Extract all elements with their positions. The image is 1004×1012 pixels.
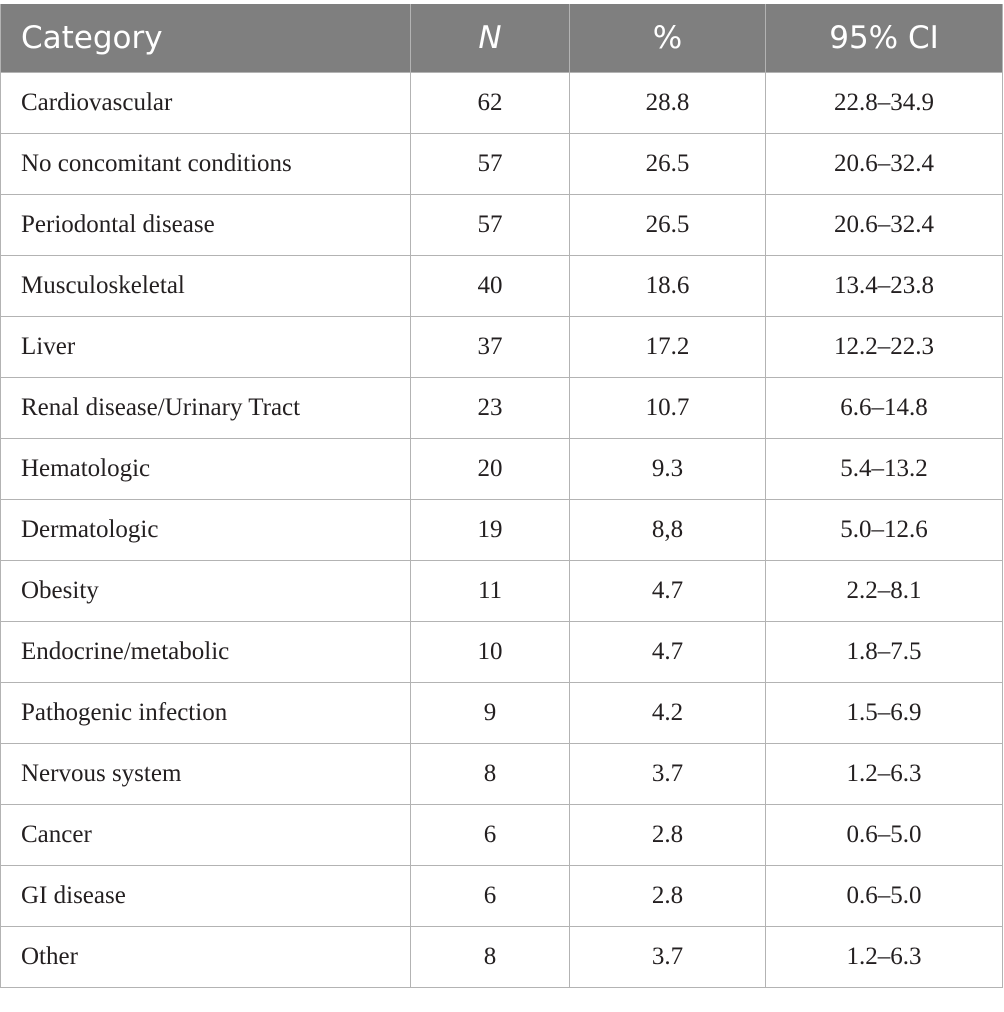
cell-percent: 3.7 <box>570 744 766 805</box>
cell-ci: 20.6–32.4 <box>766 195 1003 256</box>
cell-ci: 1.8–7.5 <box>766 622 1003 683</box>
cell-ci: 0.6–5.0 <box>766 805 1003 866</box>
cell-ci: 1.5–6.9 <box>766 683 1003 744</box>
table-header <box>1 4 1003 73</box>
cell-category: Dermatologic <box>1 500 411 561</box>
table-row <box>1 744 1003 805</box>
cell-percent: 4.7 <box>570 622 766 683</box>
cell-percent: 2.8 <box>570 805 766 866</box>
table-row <box>1 256 1003 317</box>
cell-ci: 5.0–12.6 <box>766 500 1003 561</box>
cell-n: 10 <box>411 622 570 683</box>
cell-ci: 12.2–22.3 <box>766 317 1003 378</box>
header-ci: 95% CI <box>766 4 1003 73</box>
cell-ci: 2.2–8.1 <box>766 561 1003 622</box>
cell-category: Renal disease/Urinary Tract <box>1 378 411 439</box>
cell-percent: 9.3 <box>570 439 766 500</box>
table-row <box>1 561 1003 622</box>
cell-ci: 6.6–14.8 <box>766 378 1003 439</box>
cell-category: Nervous system <box>1 744 411 805</box>
cell-n: 8 <box>411 744 570 805</box>
cell-ci: 13.4–23.8 <box>766 256 1003 317</box>
cell-ci: 0.6–5.0 <box>766 866 1003 927</box>
table-row <box>1 805 1003 866</box>
cell-n: 62 <box>411 73 570 134</box>
data-table <box>0 4 1003 988</box>
cell-percent: 28.8 <box>570 73 766 134</box>
cell-category: Cardiovascular <box>1 73 411 134</box>
cell-n: 40 <box>411 256 570 317</box>
table-row <box>1 683 1003 744</box>
cell-n: 6 <box>411 866 570 927</box>
table-row <box>1 73 1003 134</box>
cell-category: Cancer <box>1 805 411 866</box>
table-row <box>1 195 1003 256</box>
cell-category: Hematologic <box>1 439 411 500</box>
table-row <box>1 134 1003 195</box>
cell-ci: 20.6–32.4 <box>766 134 1003 195</box>
cell-percent: 4.7 <box>570 561 766 622</box>
table-row <box>1 866 1003 927</box>
header-n: N <box>411 4 570 73</box>
cell-n: 37 <box>411 317 570 378</box>
cell-category: Obesity <box>1 561 411 622</box>
cell-category: GI disease <box>1 866 411 927</box>
cell-percent: 8,8 <box>570 500 766 561</box>
cell-percent: 26.5 <box>570 195 766 256</box>
table-row <box>1 317 1003 378</box>
data-table-container <box>0 4 1002 988</box>
cell-ci: 22.8–34.9 <box>766 73 1003 134</box>
table-row <box>1 439 1003 500</box>
cell-percent: 17.2 <box>570 317 766 378</box>
cell-n: 8 <box>411 927 570 988</box>
cell-percent: 3.7 <box>570 927 766 988</box>
cell-category: Periodontal disease <box>1 195 411 256</box>
table-row <box>1 927 1003 988</box>
cell-percent: 2.8 <box>570 866 766 927</box>
cell-ci: 1.2–6.3 <box>766 927 1003 988</box>
table-body <box>1 73 1003 988</box>
cell-n: 6 <box>411 805 570 866</box>
cell-ci: 1.2–6.3 <box>766 744 1003 805</box>
cell-category: Pathogenic infection <box>1 683 411 744</box>
cell-category: Endocrine/metabolic <box>1 622 411 683</box>
cell-percent: 10.7 <box>570 378 766 439</box>
cell-category: Liver <box>1 317 411 378</box>
cell-n: 57 <box>411 134 570 195</box>
cell-category: Musculoskeletal <box>1 256 411 317</box>
header-percent: % <box>570 4 766 73</box>
table-row <box>1 378 1003 439</box>
cell-n: 23 <box>411 378 570 439</box>
cell-n: 11 <box>411 561 570 622</box>
cell-category: Other <box>1 927 411 988</box>
cell-n: 20 <box>411 439 570 500</box>
cell-category: No concomitant conditions <box>1 134 411 195</box>
cell-ci: 5.4–13.2 <box>766 439 1003 500</box>
cell-n: 57 <box>411 195 570 256</box>
header-row <box>1 4 1003 73</box>
cell-n: 9 <box>411 683 570 744</box>
table-row <box>1 622 1003 683</box>
cell-percent: 18.6 <box>570 256 766 317</box>
table-row <box>1 500 1003 561</box>
cell-n: 19 <box>411 500 570 561</box>
cell-percent: 4.2 <box>570 683 766 744</box>
cell-percent: 26.5 <box>570 134 766 195</box>
header-category: Category <box>1 4 411 73</box>
